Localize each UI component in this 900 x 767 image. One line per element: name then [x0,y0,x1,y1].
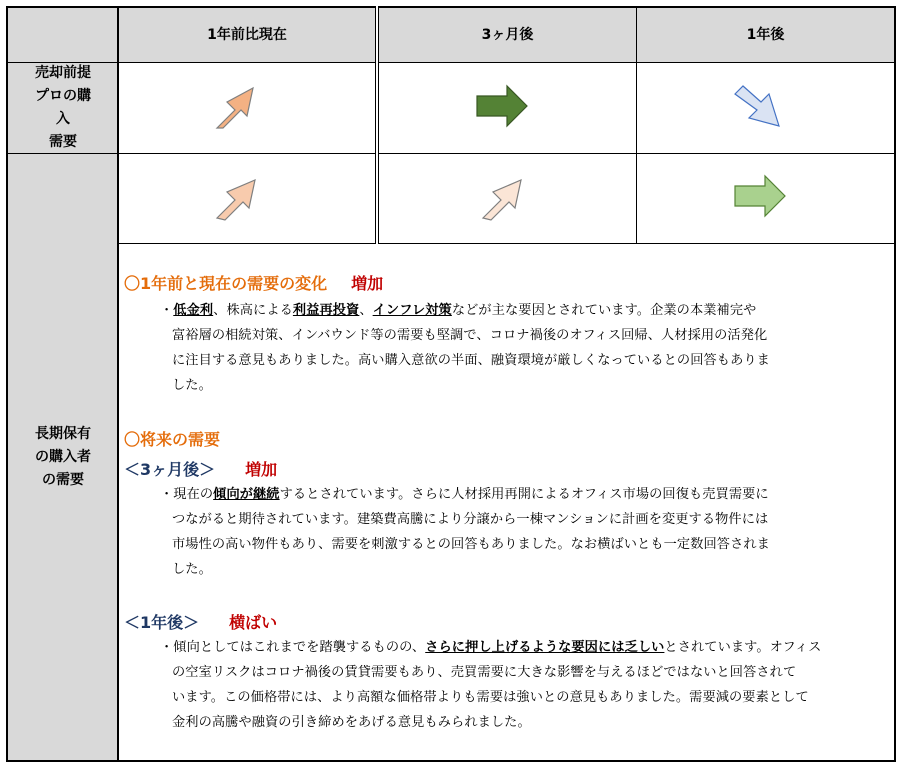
paragraph-line [160,348,770,373]
section-title: 〇1年前と現在の需要の変化 [124,274,328,293]
paragraph-line [160,507,770,532]
paragraph-line [160,557,770,582]
text-run: した。 [172,378,212,393]
text-run: ・ [160,303,174,318]
arrow-up-right-icon [205,76,265,136]
row-label-line: の購入者 [35,448,91,465]
paragraph-line [160,373,770,398]
section-current-change-body [160,298,770,398]
row-label-line: プロの購入 [35,88,91,127]
arrow-shape [217,88,253,128]
emphasis-run: 利益再投資 [292,303,360,318]
text-run: に注目する意見もありました。高い購入意欲の半面、融資環境が厳しくなっているとの回答もありま [172,353,770,368]
header-col-3months: 3ヶ月後 [481,27,534,43]
section-title: 〇将来の需要 [124,430,221,449]
arrow-right-icon [473,82,533,130]
subsection-1yr-heading [124,610,277,633]
row-label-line: 売却前提 [35,65,91,81]
text-run: います。この価格帯には、より高額な価格帯よりも需要は強いとの意見もありました。需要減の要素として [172,690,809,705]
emphasis-run: 低金利 [173,303,214,318]
emphasis-run: さらに押し上げるような要因には乏しい [425,640,665,655]
arrow-shape [735,86,779,126]
row-label-line: 需要 [49,134,77,150]
emphasis-run: 傾向が継続 [213,487,280,502]
arrow-shape [217,180,255,220]
subsection-3months-body [160,482,770,582]
text-run: するとされています。さらに人材採用再開によるオフィス市場の回復も売買需要に [279,487,769,502]
subsection-value: 横ばい [229,613,278,632]
header-col-1yr: 1年後 [746,27,785,43]
paragraph-line [160,298,770,323]
emphasis-run: インフレ対策 [372,303,452,318]
text-run: 、 [359,303,373,318]
arrow-shape [735,176,785,216]
paragraph-line [160,635,821,660]
arrow-up-right-icon [207,168,267,228]
paragraph-line [160,685,821,710]
arrow-shape [483,180,521,220]
arrow-down-right-icon [731,78,791,138]
text-run: ・現在の [160,487,214,502]
arrow-up-right-icon [473,168,533,228]
row-label-line: 長期保有 [35,425,91,442]
paragraph-line [160,482,770,507]
subsection-title: ＜3ヶ月後＞ [124,460,216,479]
paragraph-line [160,532,770,557]
paragraph-line [160,710,821,735]
text-run: 富裕層の相続対策、インバウンド等の需要も堅調で、コロナ禍後のオフィス回帰、人材採用の活発化 [172,328,768,343]
text-run: ・傾向としてはこれまでを踏襲するものの、 [160,640,426,655]
text-run: つながると期待されています。建築費高騰により分譲から一棟マンションに計画を変更する物件には [172,512,769,527]
section-value: 増加 [351,274,384,293]
arrow-right-icon [733,172,793,220]
text-run: した。 [172,562,212,577]
section-current-change-heading [124,271,383,294]
text-run: とされています。オフィス [664,640,822,655]
paragraph-line [160,323,770,348]
section-future-demand-heading [124,427,220,450]
subsection-3months-heading [124,457,277,480]
row-label-line: の需要 [42,471,84,488]
subsection-value: 増加 [245,460,278,479]
subsection-1yr-body [160,635,821,735]
paragraph-line [160,660,821,685]
arrow-shape [477,86,527,126]
header-col-1yr-vs-now: 1年前比現在 [207,27,287,43]
text-run: 金利の高騰や融資の引き締めをあげる意見もみられました。 [172,715,531,730]
text-run: の空室リスクはコロナ禍後の賃貸需要もあり、売買需要に大きな影響を与えるほどではないと回答されて [172,665,797,680]
text-run: 、株高による [213,303,293,318]
row-label-long-term-buyers [8,154,118,760]
row-label-pro-buyers [8,63,118,153]
text-run: などが主な要因とされています。企業の本業補完や [451,303,757,318]
subsection-title: ＜1年後＞ [124,613,200,632]
text-run: 市場性の高い物件もあり、需要を刺激するとの回答もありました。なお横ばいとも一定数回答されま [172,537,770,552]
